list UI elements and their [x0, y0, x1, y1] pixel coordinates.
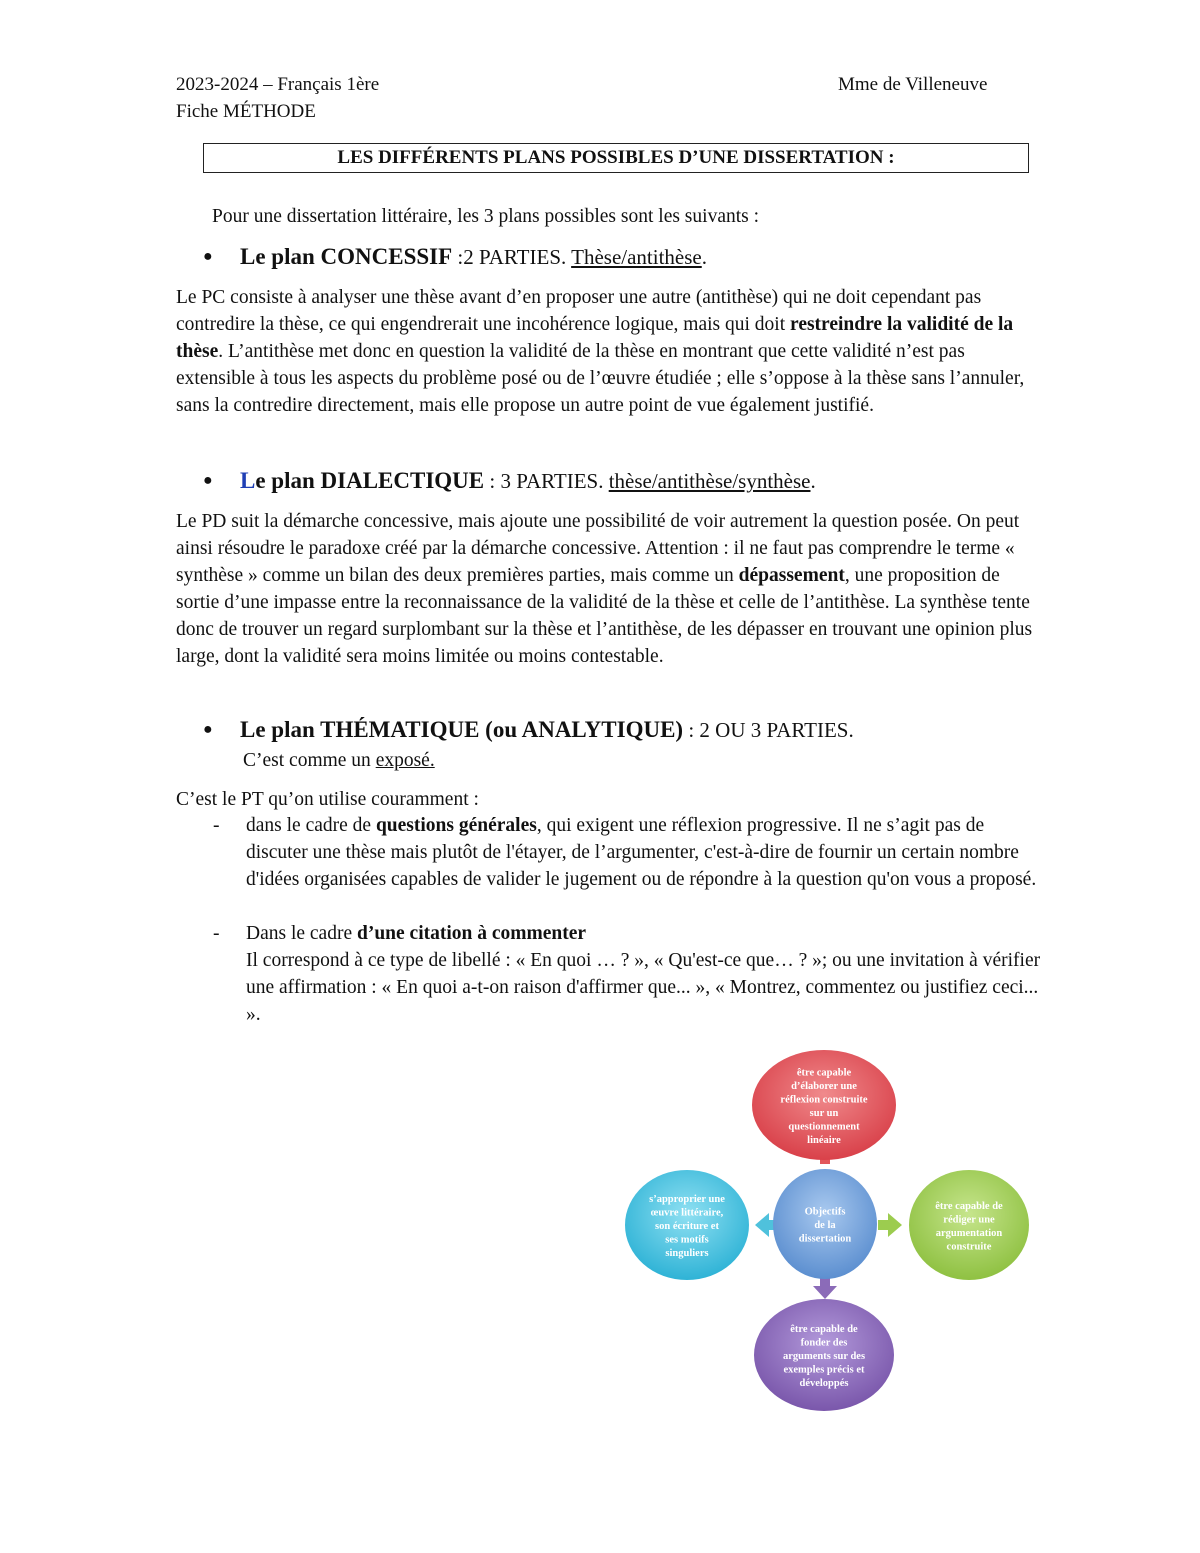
header-year-class: 2023-2024 – Français 1ère	[176, 74, 380, 95]
diagram-right-label-line: argumentation	[935, 1227, 1003, 1239]
section-thematique-title-rest: : 2 OU 3 PARTIES.	[683, 718, 854, 742]
diagram-top-label-line: être capable	[796, 1067, 852, 1079]
concessif-body-bold: restreindre la validité de la thèse	[176, 314, 1014, 362]
diagram-left-label-line: ses motifs	[665, 1234, 709, 1246]
diagram-bottom-label-line: développés	[799, 1378, 849, 1389]
dialectique-body-part1: Le PD suit la démarche concessive, mais ajoute une possibilité de voir autrement la question posée. On peut ainsi résoudre le paradoxe créé par la démarche concessive. Attention : il ne faut pas comprendre le terme « synthèse » comme un bilan des deux premières parties, mais comme un	[176, 511, 1020, 586]
diagram-center-label-line: dissertation	[798, 1233, 852, 1245]
diagram-bottom-label-line: fonder des	[800, 1337, 848, 1349]
diagram-center-label-line: de la	[814, 1220, 836, 1231]
section-thematique-title-bold: Le plan THÉMATIQUE (ou ANALYTIQUE)	[240, 717, 684, 742]
list-dash: -	[213, 923, 220, 944]
section-dialectique-first-letter: L	[240, 468, 256, 493]
list-item-content	[246, 920, 1046, 1028]
diagram-top-label-line: questionnement	[788, 1121, 860, 1133]
item1-text-a: dans le cadre de	[246, 815, 376, 836]
section-dialectique-title	[240, 467, 816, 495]
section-concessif-body	[176, 284, 1036, 419]
item1-text-b: , qui exigent une réflexion progressive. Il ne s’agit pas de discuter une thèse mais plutôt de l'étayer, de l’argumenter, c'est-à-dire de fournir un certain nombre d'idées organisées capables de valider le jugement ou de répondre à la question qu'on vous a proposé.	[246, 815, 1037, 890]
page-title: LES DIFFÉRENTS PLANS POSSIBLES D’UNE DISSERTATION :	[203, 143, 1029, 173]
bullet-icon: ●	[203, 248, 213, 265]
thematique-subtitle-text: C’est comme un	[243, 750, 376, 771]
section-concessif-title	[240, 243, 707, 271]
item2-bold: d’une citation à commenter	[356, 923, 587, 944]
intro-text: Pour une dissertation littéraire, les 3 plans possibles sont les suivants :	[212, 206, 760, 227]
diagram-left-label-line: son écriture et	[655, 1221, 719, 1232]
diagram-top-label-line: linéaire	[807, 1134, 841, 1146]
header-teacher: Mme de Villeneuve	[838, 74, 988, 95]
item1-bold: questions générales	[375, 815, 537, 836]
bullet-icon: ●	[203, 472, 213, 489]
diagram-bottom-label-line: arguments sur des	[782, 1351, 866, 1362]
diagram-bottom-label-line: être capable de	[790, 1324, 858, 1335]
concessif-body-part1: Le PC consiste à analyser une thèse avant d’en proposer une autre (antithèse) qui ne doit cependant pas contredire la thèse, ce qui engendrerait une incohérence logique, mais qui doit	[176, 287, 982, 335]
dialectique-body-part2: , une proposition de sortie d’une impasse entre la reconnaissance de la validité de la thèse et celle de l’antithèse. La synthèse tente donc de trouver un regard surplombant sur la thèse et l’antithèse, de les dépasser en trouvant une opinion plus large, dont la validité sera moins limitée ou moins contestable.	[176, 565, 1033, 667]
section-concessif-title-bold: Le plan CONCESSIF	[240, 244, 453, 269]
section-concessif-title-rest: :2 PARTIES.	[452, 245, 572, 269]
diagram-left-label-line: singuliers	[665, 1248, 709, 1259]
concessif-body-part2: . L’antithèse met donc en question la validité de la thèse en montrant que cette validité n’est pas extensible à tous les aspects du problème posé ou de l’œuvre étudiée ; elle s’oppose à la thèse sans l’annuler, sans la contredire directement, mais elle propose un autre point de vue également justifié.	[176, 341, 1025, 416]
header-sheet-type: Fiche MÉTHODE	[176, 101, 316, 122]
thematique-subtitle-underlined: exposé.	[375, 750, 435, 771]
section-concessif-title-end: .	[701, 245, 707, 269]
list-item-content	[246, 812, 1046, 893]
thematique-usage-intro: C’est le PT qu’on utilise couramment :	[176, 789, 479, 810]
item2-text-a: Dans le cadre	[246, 923, 357, 944]
section-concessif-title-underlined: Thèse/antithèse	[571, 245, 702, 269]
objectives-diagram-svg	[620, 1044, 1030, 1416]
section-thematique-title	[240, 716, 854, 744]
section-thematique-subtitle	[243, 747, 435, 774]
objectives-diagram	[620, 1044, 1030, 1416]
diagram-right-label-line: rédiger une	[943, 1214, 995, 1226]
diagram-bottom-label-line: exemples précis et	[783, 1364, 865, 1376]
section-dialectique-body	[176, 508, 1036, 670]
list-dash: -	[213, 815, 220, 836]
diagram-top-label-line: sur un	[809, 1107, 839, 1119]
section-dialectique-title-underlined: thèse/antithèse/synthèse	[608, 469, 811, 493]
section-dialectique-title-end: .	[810, 469, 816, 493]
bullet-icon: ●	[203, 721, 213, 738]
arrow-right-icon	[878, 1213, 902, 1237]
diagram-left-label-line: œuvre littéraire,	[650, 1207, 724, 1219]
diagram-left-label-line: s’approprier une	[649, 1194, 725, 1205]
diagram-top-label-line: d’élaborer une	[791, 1080, 857, 1092]
dialectique-body-bold: dépassement	[738, 565, 845, 586]
section-dialectique-title-bold: e plan DIALECTIQUE	[255, 468, 485, 493]
diagram-right-label-line: être capable de	[935, 1200, 1003, 1212]
diagram-top-label-line: réflexion construite	[780, 1094, 868, 1106]
diagram-right-label-line: construite	[946, 1241, 992, 1253]
diagram-center-label-line: Objectifs	[804, 1206, 846, 1218]
item2-text-b: Il correspond à ce type de libellé : « En quoi … ? », « Qu'est-ce que… ? »; ou une invitation à vérifier une affirmation : « En quoi a-t-on raison d'affirmer que... », « Montrez, commentez ou justifiez ceci... ».	[246, 950, 1041, 1025]
section-dialectique-title-rest: : 3 PARTIES.	[484, 469, 609, 493]
